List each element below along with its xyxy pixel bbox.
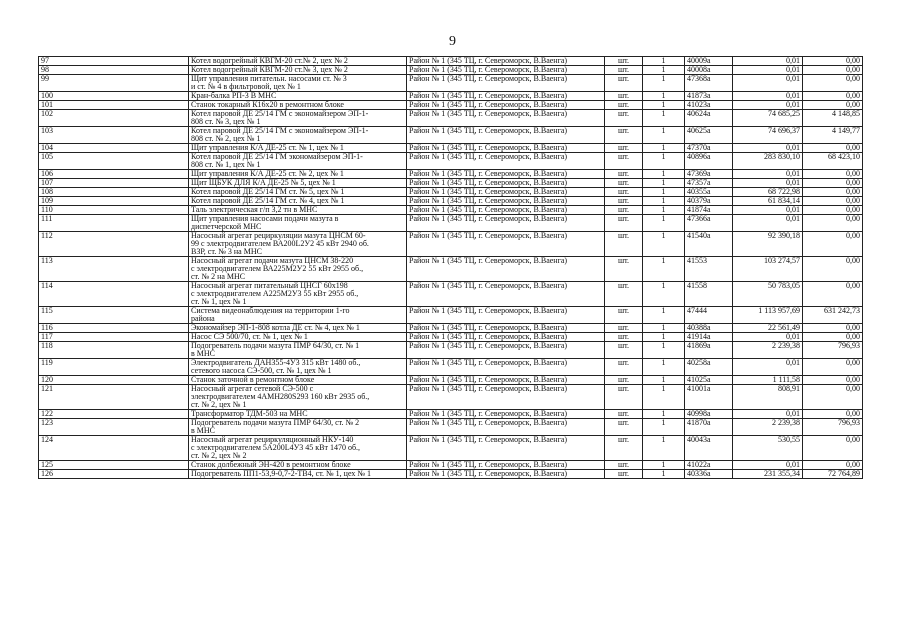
quantity-cell: 1 [643, 342, 685, 359]
table-row [39, 66, 863, 75]
unit-cell: шт. [605, 342, 643, 359]
unit-cell: шт. [605, 359, 643, 376]
inventory-number-cell: 41540а [685, 232, 733, 257]
unit-cell: шт. [605, 419, 643, 436]
asset-name-cell: Экономайзер ЭП-1-808 котла ДЕ ст. № 4, цех № 1 [189, 324, 407, 333]
row-number-cell: 125 [39, 461, 189, 470]
residual-value-cell: 631 242,73 [803, 307, 863, 324]
residual-value-cell: 0,00 [803, 282, 863, 307]
row-number-cell: 122 [39, 410, 189, 419]
location-cell: Район № 1 (345 ТЦ, г. Североморск, В.Ваенга) [407, 110, 605, 127]
residual-value-cell: 0,00 [803, 376, 863, 385]
unit-cell: шт. [605, 470, 643, 479]
inventory-number-cell: 40355а [685, 188, 733, 197]
row-number-cell: 115 [39, 307, 189, 324]
quantity-cell: 1 [643, 257, 685, 282]
asset-name-cell: Станок токарный К16х20 в ремонтном блоке [189, 101, 407, 110]
quantity-cell: 1 [643, 215, 685, 232]
inventory-number-cell: 40388а [685, 324, 733, 333]
quantity-cell: 1 [643, 170, 685, 179]
residual-value-cell: 0,00 [803, 206, 863, 215]
quantity-cell: 1 [643, 282, 685, 307]
inventory-number-cell: 41022а [685, 461, 733, 470]
row-number-cell: 101 [39, 101, 189, 110]
unit-cell: шт. [605, 257, 643, 282]
asset-name-cell: Электродвигатель ДАН355-4У3 315 кВт 1480 об., сетевого насоса СЭ-500, ст. № 1, цех № 1 [189, 359, 407, 376]
quantity-cell: 1 [643, 101, 685, 110]
location-cell: Район № 1 (345 ТЦ, г. Североморск, В.Ваенга) [407, 359, 605, 376]
residual-value-cell: 4 149,77 [803, 127, 863, 144]
unit-cell: шт. [605, 307, 643, 324]
location-cell: Район № 1 (345 ТЦ, г. Североморск, В.Ваенга) [407, 461, 605, 470]
residual-value-cell: 4 148,85 [803, 110, 863, 127]
row-number-cell: 105 [39, 153, 189, 170]
table-row [39, 127, 863, 144]
cost-cell: 68 722,98 [733, 188, 803, 197]
location-cell: Район № 1 (345 ТЦ, г. Североморск, В.Ваенга) [407, 170, 605, 179]
cost-cell: 0,01 [733, 179, 803, 188]
residual-value-cell: 0,00 [803, 410, 863, 419]
location-cell: Район № 1 (345 ТЦ, г. Североморск, В.Ваенга) [407, 179, 605, 188]
location-cell: Район № 1 (345 ТЦ, г. Североморск, В.Ваенга) [407, 470, 605, 479]
table-row [39, 206, 863, 215]
residual-value-cell: 0,00 [803, 66, 863, 75]
location-cell: Район № 1 (345 ТЦ, г. Североморск, В.Ваенга) [407, 197, 605, 206]
asset-name-cell: Станок долбежный ЭН-420 в ремонтном блоке [189, 461, 407, 470]
residual-value-cell: 0,00 [803, 144, 863, 153]
unit-cell: шт. [605, 461, 643, 470]
cost-cell: 2 239,38 [733, 342, 803, 359]
quantity-cell: 1 [643, 333, 685, 342]
unit-cell: шт. [605, 188, 643, 197]
location-cell: Район № 1 (345 ТЦ, г. Североморск, В.Ваенга) [407, 376, 605, 385]
row-number-cell: 113 [39, 257, 189, 282]
row-number-cell: 97 [39, 57, 189, 66]
unit-cell: шт. [605, 333, 643, 342]
residual-value-cell: 0,00 [803, 385, 863, 410]
inventory-number-cell: 40624а [685, 110, 733, 127]
quantity-cell: 1 [643, 470, 685, 479]
row-number-cell: 124 [39, 436, 189, 461]
asset-name-cell: Котел паровой ДЕ 25/14 ГМ ст. № 4, цех № 1 [189, 197, 407, 206]
table-row [39, 333, 863, 342]
location-cell: Район № 1 (345 ТЦ, г. Североморск, В.Ваенга) [407, 206, 605, 215]
table-row [39, 470, 863, 479]
cost-cell: 1 113 957,69 [733, 307, 803, 324]
row-number-cell: 108 [39, 188, 189, 197]
quantity-cell: 1 [643, 419, 685, 436]
row-number-cell: 123 [39, 419, 189, 436]
inventory-number-cell: 47366а [685, 215, 733, 232]
inventory-number-cell: 47368а [685, 75, 733, 92]
asset-name-cell: Котел паровой ДЕ 25/14 ГМ ст. № 5, цех № 1 [189, 188, 407, 197]
residual-value-cell: 0,00 [803, 232, 863, 257]
location-cell: Район № 1 (345 ТЦ, г. Североморск, В.Ваенга) [407, 215, 605, 232]
table-row [39, 324, 863, 333]
row-number-cell: 116 [39, 324, 189, 333]
asset-table-body [39, 57, 863, 479]
location-cell: Район № 1 (345 ТЦ, г. Североморск, В.Ваенга) [407, 410, 605, 419]
asset-name-cell: Подогреватель подачи мазута ПМР 64/30, ст. № 1 в МНС [189, 342, 407, 359]
asset-name-cell: Щит ЩБУК ДЛЯ К/А ДЕ-25 № 5, цех № 1 [189, 179, 407, 188]
location-cell: Район № 1 (345 ТЦ, г. Североморск, В.Ваенга) [407, 232, 605, 257]
asset-name-cell: Таль электрическая г/п 3,2 тн в МНС [189, 206, 407, 215]
unit-cell: шт. [605, 127, 643, 144]
row-number-cell: 102 [39, 110, 189, 127]
location-cell: Район № 1 (345 ТЦ, г. Североморск, В.Ваенга) [407, 324, 605, 333]
asset-name-cell: Насосный агрегат сетевой СЭ-500 с электродвигателем 4АМН280S293 160 кВт 2935 об., ст. № 2, цех № 1 [189, 385, 407, 410]
table-row [39, 170, 863, 179]
cost-cell: 0,01 [733, 170, 803, 179]
asset-name-cell: Котел паровой ДЕ 25/14 ГМ с экономайзером ЭП-1- 808 ст. № 2, цех № 1 [189, 127, 407, 144]
location-cell: Район № 1 (345 ТЦ, г. Североморск, В.Ваенга) [407, 57, 605, 66]
unit-cell: шт. [605, 385, 643, 410]
row-number-cell: 117 [39, 333, 189, 342]
cost-cell: 50 783,05 [733, 282, 803, 307]
cost-cell: 0,01 [733, 206, 803, 215]
location-cell: Район № 1 (345 ТЦ, г. Североморск, В.Ваенга) [407, 333, 605, 342]
cost-cell: 808,91 [733, 385, 803, 410]
table-row [39, 436, 863, 461]
cost-cell: 103 274,57 [733, 257, 803, 282]
location-cell: Район № 1 (345 ТЦ, г. Североморск, В.Ваенга) [407, 282, 605, 307]
cost-cell: 0,01 [733, 57, 803, 66]
location-cell: Район № 1 (345 ТЦ, г. Североморск, В.Ваенга) [407, 257, 605, 282]
residual-value-cell: 0,00 [803, 92, 863, 101]
location-cell: Район № 1 (345 ТЦ, г. Североморск, В.Ваенга) [407, 419, 605, 436]
unit-cell: шт. [605, 110, 643, 127]
location-cell: Район № 1 (345 ТЦ, г. Североморск, В.Ваенга) [407, 385, 605, 410]
location-cell: Район № 1 (345 ТЦ, г. Североморск, В.Ваенга) [407, 436, 605, 461]
inventory-number-cell: 40008а [685, 66, 733, 75]
location-cell: Район № 1 (345 ТЦ, г. Североморск, В.Ваенга) [407, 75, 605, 92]
quantity-cell: 1 [643, 232, 685, 257]
unit-cell: шт. [605, 197, 643, 206]
quantity-cell: 1 [643, 66, 685, 75]
quantity-cell: 1 [643, 206, 685, 215]
table-row [39, 153, 863, 170]
table-row [39, 282, 863, 307]
cost-cell: 283 830,10 [733, 153, 803, 170]
table-row [39, 342, 863, 359]
unit-cell: шт. [605, 92, 643, 101]
quantity-cell: 1 [643, 376, 685, 385]
unit-cell: шт. [605, 144, 643, 153]
asset-name-cell: Насосный агрегат питательный ЦНСГ 60х198 с электродвигателем А225М2У3 55 кВт 2955 об., ст. № 1, цех № 1 [189, 282, 407, 307]
inventory-number-cell: 40009а [685, 57, 733, 66]
row-number-cell: 109 [39, 197, 189, 206]
location-cell: Район № 1 (345 ТЦ, г. Североморск, В.Ваенга) [407, 66, 605, 75]
unit-cell: шт. [605, 376, 643, 385]
inventory-number-cell: 40379а [685, 197, 733, 206]
location-cell: Район № 1 (345 ТЦ, г. Североморск, В.Ваенга) [407, 127, 605, 144]
table-row [39, 57, 863, 66]
row-number-cell: 118 [39, 342, 189, 359]
location-cell: Район № 1 (345 ТЦ, г. Североморск, В.Ваенга) [407, 342, 605, 359]
quantity-cell: 1 [643, 188, 685, 197]
cost-cell: 2 239,38 [733, 419, 803, 436]
asset-name-cell: Насосный агрегат подачи мазута ЦНСМ 38-220 с электродвигателем ВА225М2У2 55 кВт 2955 об., ст. № 2 на МНС [189, 257, 407, 282]
table-row [39, 359, 863, 376]
cost-cell: 0,01 [733, 66, 803, 75]
cost-cell: 0,01 [733, 461, 803, 470]
location-cell: Район № 1 (345 ТЦ, г. Североморск, В.Ваенга) [407, 101, 605, 110]
inventory-number-cell: 40043а [685, 436, 733, 461]
asset-name-cell: Подогреватель подачи мазута ПМР 64/30, ст. № 2 в МНС [189, 419, 407, 436]
asset-name-cell: Станок заточной в ремонтном блоке [189, 376, 407, 385]
inventory-number-cell: 41874а [685, 206, 733, 215]
cost-cell: 0,01 [733, 75, 803, 92]
quantity-cell: 1 [643, 127, 685, 144]
quantity-cell: 1 [643, 436, 685, 461]
quantity-cell: 1 [643, 410, 685, 419]
table-row [39, 385, 863, 410]
row-number-cell: 114 [39, 282, 189, 307]
row-number-cell: 121 [39, 385, 189, 410]
asset-name-cell: Система видеонаблюдения на территории 1-го района [189, 307, 407, 324]
residual-value-cell: 0,00 [803, 324, 863, 333]
residual-value-cell: 0,00 [803, 333, 863, 342]
unit-cell: шт. [605, 66, 643, 75]
page-number: 9 [449, 34, 456, 49]
cost-cell: 22 561,49 [733, 324, 803, 333]
asset-name-cell: Щит управления насосами подачи мазута в диспетчерской МНС [189, 215, 407, 232]
asset-name-cell: Щит управления К/А ДЕ-25 ст. № 1, цех № 1 [189, 144, 407, 153]
unit-cell: шт. [605, 410, 643, 419]
cost-cell: 0,01 [733, 144, 803, 153]
cost-cell: 0,01 [733, 92, 803, 101]
cost-cell: 74 685,25 [733, 110, 803, 127]
table-row [39, 376, 863, 385]
quantity-cell: 1 [643, 359, 685, 376]
unit-cell: шт. [605, 153, 643, 170]
quantity-cell: 1 [643, 197, 685, 206]
residual-value-cell: 0,00 [803, 188, 863, 197]
location-cell: Район № 1 (345 ТЦ, г. Североморск, В.Ваенга) [407, 307, 605, 324]
inventory-number-cell: 47444 [685, 307, 733, 324]
row-number-cell: 111 [39, 215, 189, 232]
inventory-number-cell: 41870а [685, 419, 733, 436]
asset-name-cell: Насос СЭ 500/70, ст. № 1, цех № 1 [189, 333, 407, 342]
table-row [39, 215, 863, 232]
inventory-number-cell: 41914а [685, 333, 733, 342]
location-cell: Район № 1 (345 ТЦ, г. Североморск, В.Ваенга) [407, 144, 605, 153]
unit-cell: шт. [605, 101, 643, 110]
table-row [39, 92, 863, 101]
table-row [39, 232, 863, 257]
row-number-cell: 104 [39, 144, 189, 153]
row-number-cell: 106 [39, 170, 189, 179]
row-number-cell: 112 [39, 232, 189, 257]
inventory-number-cell: 40998а [685, 410, 733, 419]
quantity-cell: 1 [643, 110, 685, 127]
unit-cell: шт. [605, 436, 643, 461]
cost-cell: 530,55 [733, 436, 803, 461]
inventory-number-cell: 47357а [685, 179, 733, 188]
residual-value-cell: 0,00 [803, 436, 863, 461]
asset-name-cell: Щит управления питательн. насосами ст. № 3 и ст. № 4 в фильтровой, цех № 1 [189, 75, 407, 92]
asset-name-cell: Насосный агрегат рециркуляционный НКУ-140 с электродвигателем 5А200L4У3 45 кВт 1470 об., ст. № 2, цех № 2 [189, 436, 407, 461]
unit-cell: шт. [605, 57, 643, 66]
inventory-number-cell: 41553 [685, 257, 733, 282]
table-row [39, 197, 863, 206]
location-cell: Район № 1 (345 ТЦ, г. Североморск, В.Ваенга) [407, 188, 605, 197]
unit-cell: шт. [605, 170, 643, 179]
quantity-cell: 1 [643, 57, 685, 66]
residual-value-cell: 72 764,89 [803, 470, 863, 479]
quantity-cell: 1 [643, 385, 685, 410]
cost-cell: 92 390,18 [733, 232, 803, 257]
row-number-cell: 107 [39, 179, 189, 188]
unit-cell: шт. [605, 179, 643, 188]
residual-value-cell: 0,00 [803, 257, 863, 282]
inventory-number-cell: 41869а [685, 342, 733, 359]
residual-value-cell: 0,00 [803, 170, 863, 179]
residual-value-cell: 0,00 [803, 101, 863, 110]
unit-cell: шт. [605, 324, 643, 333]
inventory-number-cell: 41001а [685, 385, 733, 410]
inventory-number-cell: 40896а [685, 153, 733, 170]
inventory-number-cell: 41025а [685, 376, 733, 385]
quantity-cell: 1 [643, 324, 685, 333]
row-number-cell: 103 [39, 127, 189, 144]
unit-cell: шт. [605, 282, 643, 307]
quantity-cell: 1 [643, 307, 685, 324]
row-number-cell: 99 [39, 75, 189, 92]
inventory-number-cell: 40258а [685, 359, 733, 376]
unit-cell: шт. [605, 206, 643, 215]
unit-cell: шт. [605, 215, 643, 232]
table-row [39, 101, 863, 110]
cost-cell: 0,01 [733, 215, 803, 232]
residual-value-cell: 0,00 [803, 57, 863, 66]
cost-cell: 0,01 [733, 410, 803, 419]
residual-value-cell: 0,00 [803, 179, 863, 188]
row-number-cell: 100 [39, 92, 189, 101]
asset-name-cell: Трансформатор ТДМ-503 на МНС [189, 410, 407, 419]
row-number-cell: 110 [39, 206, 189, 215]
row-number-cell: 120 [39, 376, 189, 385]
table-row [39, 179, 863, 188]
asset-name-cell: Подогреватель ПП1-53,9-0,7-2-ТВ4, ст. № 1, цех № 1 [189, 470, 407, 479]
inventory-number-cell: 41023а [685, 101, 733, 110]
table-row [39, 307, 863, 324]
inventory-number-cell: 41873а [685, 92, 733, 101]
asset-name-cell: Кран-балка РП-3 В МНС [189, 92, 407, 101]
location-cell: Район № 1 (345 ТЦ, г. Североморск, В.Ваенга) [407, 153, 605, 170]
residual-value-cell: 0,00 [803, 75, 863, 92]
cost-cell: 1 111,58 [733, 376, 803, 385]
cost-cell: 74 696,37 [733, 127, 803, 144]
table-row [39, 188, 863, 197]
quantity-cell: 1 [643, 92, 685, 101]
asset-name-cell: Котел паровой ДЕ 25/14 ГМ с экономайзером ЭП-1- 808 ст. № 3, цех № 1 [189, 110, 407, 127]
cost-cell: 61 834,14 [733, 197, 803, 206]
asset-table [38, 56, 863, 479]
residual-value-cell: 68 423,10 [803, 153, 863, 170]
asset-name-cell: Щит управления К/А ДЕ-25 ст. № 2, цех № 1 [189, 170, 407, 179]
table-row [39, 257, 863, 282]
table-row [39, 410, 863, 419]
residual-value-cell: 0,00 [803, 215, 863, 232]
quantity-cell: 1 [643, 75, 685, 92]
cost-cell: 0,01 [733, 101, 803, 110]
quantity-cell: 1 [643, 461, 685, 470]
table-row [39, 110, 863, 127]
inventory-number-cell: 40625а [685, 127, 733, 144]
inventory-number-cell: 40336а [685, 470, 733, 479]
residual-value-cell: 796,93 [803, 419, 863, 436]
cost-cell: 0,01 [733, 359, 803, 376]
row-number-cell: 98 [39, 66, 189, 75]
asset-name-cell: Котел водогрейный КВГМ-20 ст.№ 3, цех № 2 [189, 66, 407, 75]
unit-cell: шт. [605, 232, 643, 257]
location-cell: Район № 1 (345 ТЦ, г. Североморск, В.Ваенга) [407, 92, 605, 101]
table-row [39, 419, 863, 436]
residual-value-cell: 0,00 [803, 197, 863, 206]
inventory-number-cell: 41558 [685, 282, 733, 307]
quantity-cell: 1 [643, 179, 685, 188]
inventory-number-cell: 47370а [685, 144, 733, 153]
quantity-cell: 1 [643, 144, 685, 153]
row-number-cell: 126 [39, 470, 189, 479]
unit-cell: шт. [605, 75, 643, 92]
asset-name-cell: Котел водогрейный КВГМ-20 ст.№ 2, цех № 2 [189, 57, 407, 66]
asset-name-cell: Котел паровой ДЕ 25/14 ГМ экономайзером ЭП-1- 808 ст. № 1, цех № 1 [189, 153, 407, 170]
residual-value-cell: 0,00 [803, 359, 863, 376]
table-row [39, 461, 863, 470]
table-row [39, 144, 863, 153]
table-row [39, 75, 863, 92]
residual-value-cell: 796,93 [803, 342, 863, 359]
row-number-cell: 119 [39, 359, 189, 376]
asset-name-cell: Насосный агрегат рециркуляции мазута ЦНСМ 60- 99 с электродвигателем ВА200L2У2 45 кВт 2940 об. ВЗР, ст. № 3 на МНС [189, 232, 407, 257]
quantity-cell: 1 [643, 153, 685, 170]
cost-cell: 0,01 [733, 333, 803, 342]
cost-cell: 231 355,34 [733, 470, 803, 479]
residual-value-cell: 0,00 [803, 461, 863, 470]
inventory-number-cell: 47369а [685, 170, 733, 179]
